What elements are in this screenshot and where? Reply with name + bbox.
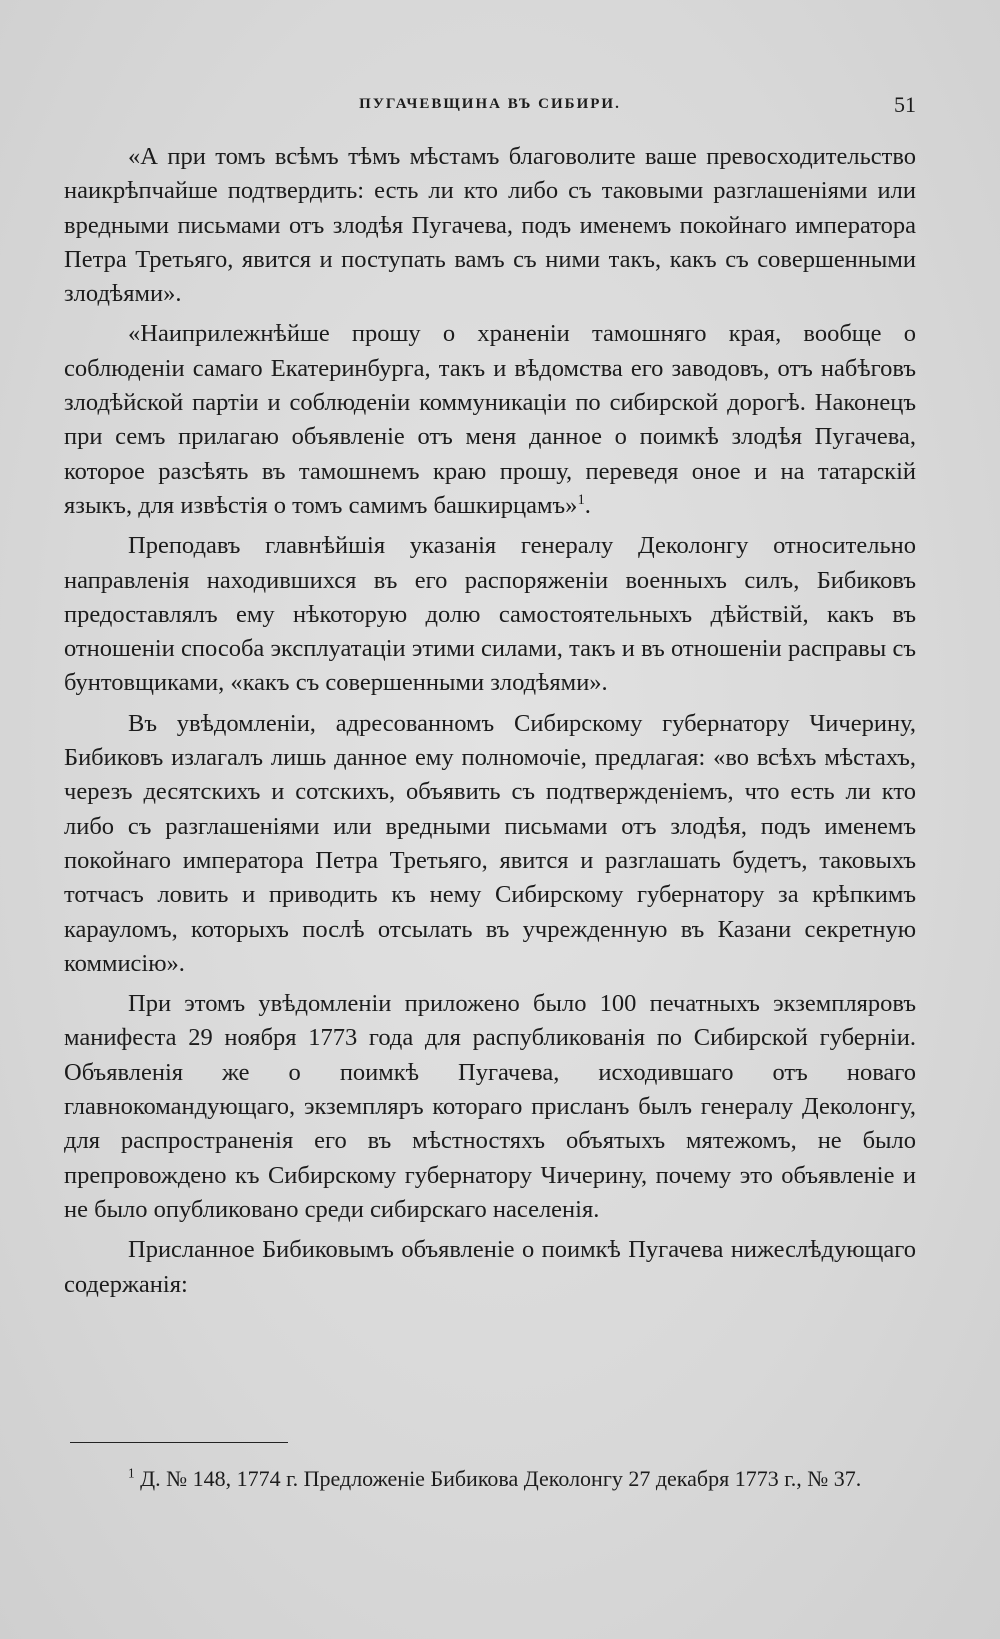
footnote [64, 1462, 916, 1496]
footnote-divider [70, 1442, 288, 1443]
footnote-text: Д. № 148, 1774 г. Предложеніе Бибикова Деколонгу 27 декабря 1773 г., № 37. [140, 1466, 862, 1491]
paragraph [64, 707, 916, 981]
footnotes [64, 1462, 916, 1496]
footnote-reference[interactable]: 1 [577, 491, 585, 508]
page-number: 51 [894, 92, 916, 117]
paragraph [64, 140, 916, 311]
page-header [64, 92, 916, 128]
paragraph-text: Присланное Бибиковымъ объявленіе о поимкѣ Пугачева нижеслѣдующаго содержанія: [64, 1236, 916, 1298]
paragraph-text: Въ увѣдомленіи, адресованномъ Сибирскому губернатору Чичерину, Бибиковъ излагалъ лишь данное ему полномочіе, предлагая: «во всѣхъ мѣстахъ, черезъ десятскихъ и сотскихъ, объявить съ подтвержденіемъ, что есть ли кто либо съ разглашеніями или вредными письмами отъ злодѣя, подъ именемъ покойнаго императора Петра Третьяго, явится и разглашать будетъ, таковыхъ тотчасъ ловить и приводить къ нему Сибирскому губернатору за крѣпкимъ карауломъ, которыхъ послѣ отсылать въ учрежденную въ Казани секретную коммисію». [64, 709, 916, 977]
paragraph-text: «Наиприлежнѣйше прошу о храненіи тамошняго края, вообще о соблюденіи самаго Екатеринбурга, такъ и вѣдомства его заводовъ, отъ набѣговъ злодѣйской партіи и соблюденіи коммуникаціи по сибирской дорогѣ. Наконецъ при семъ прилагаю объявленіе отъ меня данное о поимкѣ злодѣя Пугачева, которое разсѣять въ тамошнемъ краю прошу, переведя оное и на татарскій языкъ, для извѣстія о томъ самимъ башкирцамъ» [64, 320, 916, 519]
paragraph-text: Преподавъ главнѣйшія указанія генералу Деколонгу относительно направленія находившихся въ его распоряженіи военныхъ силъ, Бибиковъ предоставлялъ ему нѣкоторую долю самостоятельныхъ дѣйствій, какъ въ отношеніи способа эксплуатаціи этими силами, такъ и въ отношеніи расправы съ бунтовщиками, «какъ съ совершенными злодѣями». [64, 532, 916, 697]
footnote-marker: 1 [128, 1465, 135, 1481]
paragraph-text: При этомъ увѣдомленіи приложено было 100 печатныхъ экземпляровъ манифеста 29 ноября 1773 года для распубликованія по Сибирской губерніи. Объявленія же о поимкѣ Пугачева, исходившаго отъ новаго главнокомандующаго, экземпляръ котораго присланъ былъ генералу Деколонгу, для распространенія его въ мѣстностяхъ объятыхъ мятежомъ, не было препровождено къ Сибирскому губернатору Чичерину, почему это объявленіе и не было опубликовано среди сибирскаго населенія. [64, 990, 916, 1223]
paragraph [64, 987, 916, 1227]
body-text [64, 140, 916, 1308]
paragraph [64, 1233, 916, 1302]
paragraph [64, 529, 916, 700]
running-head: ПУГАЧЕВЩИНА ВЪ СИБИРИ. [359, 96, 621, 112]
paragraph-text: «А при томъ всѣмъ тѣмъ мѣстамъ благоволите ваше превосходительство наикрѣпчайше подтвердить: есть ли кто либо съ таковыми разглашеніями или вредными письмами отъ злодѣя Пугачева, подъ именемъ покойнаго императора Петра Третьяго, явится и поступать вамъ съ ними такъ, какъ съ совершенными злодѣями». [64, 143, 916, 308]
paragraph: «Наиприлежнѣйше прошу о храненіи тамошняго края, вообще о соблюденіи самаго Екатеринбурга, такъ и вѣдомства его заводовъ, отъ набѣговъ злодѣйской партіи и соблюденіи коммуникаціи по сибирской дорогѣ. Наконецъ при семъ прилагаю объявленіе отъ меня данное о поимкѣ злодѣя Пугачева, которое разсѣять въ тамошнемъ краю прошу, переведя оное и на татарскій языкъ, для извѣстія о томъ самимъ башкирцамъ»$^1$. [64, 320, 916, 519]
